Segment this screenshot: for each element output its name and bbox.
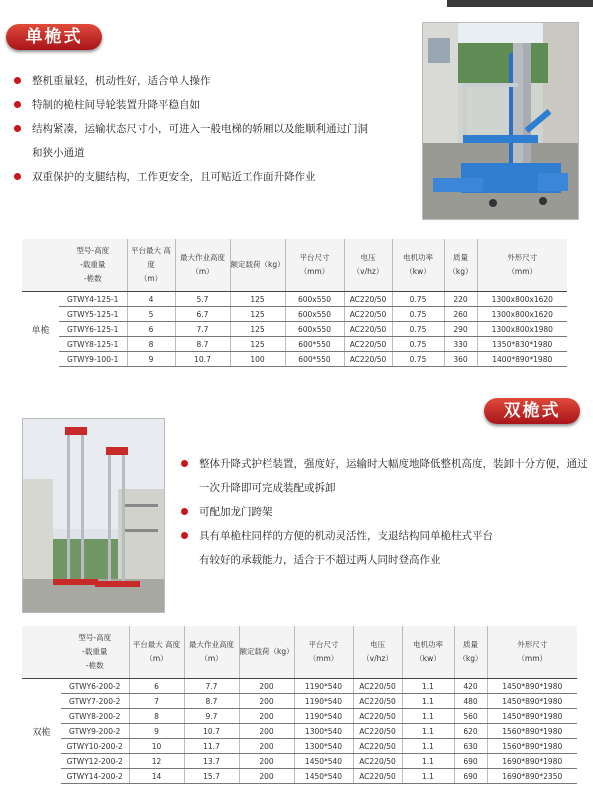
category-cell: 双桅 — [32, 727, 51, 738]
table-cell: 620 — [454, 724, 487, 739]
table-cell: 14 — [129, 769, 184, 784]
table-row — [22, 709, 577, 724]
table-cell: GTWY14-200-2 — [61, 769, 129, 784]
single-mast-lift-photo — [422, 22, 579, 220]
table-cell: 7.7 — [175, 322, 230, 337]
header-cell: 平台最大 高度 （m） — [127, 239, 175, 292]
table-row — [22, 292, 567, 307]
table-cell: 15.7 — [184, 769, 239, 784]
bullet-dot-icon — [14, 173, 21, 180]
bullet-dot-icon — [14, 77, 21, 84]
table-row — [22, 307, 567, 322]
table-cell: GTWY8-125-1 — [59, 337, 127, 352]
header-cell: 外形尺寸 （mm） — [487, 626, 577, 679]
table-cell: 8.7 — [184, 694, 239, 709]
header-cell: 最大作业高度 （m） — [175, 239, 230, 292]
table-cell: AC220/50 — [353, 754, 402, 769]
table-cell: 1300x800x1620 — [477, 292, 567, 307]
table-cell: 0.75 — [392, 337, 444, 352]
table-cell: GTWY10-200-2 — [61, 739, 129, 754]
table-cell: 1560*890*1980 — [487, 739, 577, 754]
table-row — [22, 739, 577, 754]
table-cell: GTWY9-200-2 — [61, 724, 129, 739]
table-cell: 200 — [239, 739, 294, 754]
category-header-cell — [22, 626, 61, 679]
table-cell: 480 — [454, 694, 487, 709]
table-cell: 0.75 — [392, 322, 444, 337]
table-cell: 1.1 — [402, 709, 454, 724]
table-cell: 10.7 — [175, 352, 230, 367]
table-cell: 200 — [239, 709, 294, 724]
table-cell: GTWY5-125-1 — [59, 307, 127, 322]
feature-item — [12, 93, 407, 117]
table-cell: 1690*890*2350 — [487, 769, 577, 784]
feature-item — [179, 452, 589, 500]
table-cell: 9.7 — [184, 709, 239, 724]
table-cell: 1190*540 — [294, 694, 353, 709]
table-cell: 330 — [444, 337, 477, 352]
table-cell: 10.7 — [184, 724, 239, 739]
table-cell: 1300x800x1980 — [477, 322, 567, 337]
table-cell: AC220/50 — [344, 337, 392, 352]
table-cell: 1.1 — [402, 724, 454, 739]
feature-item — [12, 69, 407, 93]
feature-item — [12, 117, 372, 165]
table-cell: 125 — [230, 337, 285, 352]
table-cell: AC220/50 — [353, 709, 402, 724]
bullet-dot-icon — [181, 508, 188, 515]
feature-item — [12, 165, 407, 189]
table-cell: GTWY6-200-2 — [61, 679, 129, 694]
feature-text: 结构紧凑，运输状态尺寸小，可进入一般电梯的轿厢以及能顺利通过门洞和狭小通道 — [32, 123, 368, 159]
table-cell: 600x550 — [285, 292, 344, 307]
header-cell: 质量 （kg） — [444, 239, 477, 292]
table-cell: 10 — [129, 739, 184, 754]
single-mast-feature-list — [12, 69, 407, 189]
header-cell: 型号-高度 -载重量 -桅数 — [61, 626, 129, 679]
table-cell: 1450*890*1980 — [487, 694, 577, 709]
table-cell: 200 — [239, 724, 294, 739]
header-cell: 型号-高度 -载重量 -桅数 — [59, 239, 127, 292]
table-cell: 0.75 — [392, 352, 444, 367]
table-cell: 420 — [454, 679, 487, 694]
table-cell: GTWY7-200-2 — [61, 694, 129, 709]
table-cell: 9 — [127, 352, 175, 367]
table-cell: GTWY9-100-1 — [59, 352, 127, 367]
table-cell: 12 — [129, 754, 184, 769]
table-cell: 8.7 — [175, 337, 230, 352]
table-cell: 630 — [454, 739, 487, 754]
table-cell: 690 — [454, 769, 487, 784]
header-cell: 平台尺寸 （mm） — [294, 626, 353, 679]
table-cell: 6.7 — [175, 307, 230, 322]
table-cell: 1.1 — [402, 694, 454, 709]
table-cell: 200 — [239, 679, 294, 694]
category-header-cell — [22, 239, 59, 292]
header-cell: 额定载荷（kg） — [239, 626, 294, 679]
double-mast-spec-table — [22, 626, 577, 784]
table-cell: 13.7 — [184, 754, 239, 769]
table-row — [22, 337, 567, 352]
table-cell: 1.1 — [402, 754, 454, 769]
double-mast-title-badge: 双桅式 — [484, 398, 580, 424]
table-cell: 1.1 — [402, 739, 454, 754]
table-cell: 6 — [127, 322, 175, 337]
table-cell: AC220/50 — [344, 307, 392, 322]
bullet-dot-icon — [181, 532, 188, 539]
table-cell: AC220/50 — [353, 679, 402, 694]
header-cell: 电机功率（kw） — [402, 626, 454, 679]
table-cell: 0.75 — [392, 292, 444, 307]
table-cell: 600x550 — [285, 307, 344, 322]
table-cell: 4 — [127, 292, 175, 307]
table-cell: GTWY12-200-2 — [61, 754, 129, 769]
feature-item — [179, 524, 499, 572]
table-cell: AC220/50 — [353, 724, 402, 739]
double-mast-feature-list — [179, 452, 589, 572]
table-cell: 0.75 — [392, 307, 444, 322]
table-cell: 7 — [129, 694, 184, 709]
bullet-dot-icon — [181, 460, 188, 467]
table-cell: 1450*890*1980 — [487, 679, 577, 694]
feature-text: 双重保护的支腿结构，工作更安全，且可贴近工作面升降作业 — [32, 171, 316, 183]
table-row — [22, 694, 577, 709]
table-cell: 1350*830*1980 — [477, 337, 567, 352]
header-cell: 电压 （v/hz） — [353, 626, 402, 679]
table-cell: 8 — [129, 709, 184, 724]
feature-item — [179, 500, 589, 524]
table-row — [22, 754, 577, 769]
feature-text: 整机重量轻，机动性好，适合单人操作 — [32, 75, 211, 87]
table-cell: 1300*540 — [294, 739, 353, 754]
table-cell: 1190*540 — [294, 709, 353, 724]
table-cell: 600x550 — [285, 322, 344, 337]
table-cell: 5 — [127, 307, 175, 322]
bullet-dot-icon — [14, 101, 21, 108]
table-cell: 360 — [444, 352, 477, 367]
table-cell: 200 — [239, 769, 294, 784]
table-cell: 560 — [454, 709, 487, 724]
table-cell: 5.7 — [175, 292, 230, 307]
table-cell: AC220/50 — [344, 292, 392, 307]
table-row — [22, 352, 567, 367]
table-cell: 600*550 — [285, 337, 344, 352]
table-header-row — [22, 626, 577, 679]
table-cell: 290 — [444, 322, 477, 337]
feature-text: 可配加龙门跨架 — [199, 506, 273, 518]
table-cell: 1400*890*1980 — [477, 352, 567, 367]
double-mast-lift-photo — [22, 418, 165, 613]
feature-text: 特制的桅柱间导轮装置升降平稳自如 — [32, 99, 200, 111]
table-cell: 6 — [129, 679, 184, 694]
table-cell: 600*550 — [285, 352, 344, 367]
header-cell: 外形尺寸 （mm） — [477, 239, 567, 292]
table-cell: 690 — [454, 754, 487, 769]
header-cell: 电压 （v/hz） — [344, 239, 392, 292]
table-cell: AC220/50 — [353, 694, 402, 709]
table-row — [22, 322, 567, 337]
table-cell: 1690*890*1980 — [487, 754, 577, 769]
table-cell: 9 — [129, 724, 184, 739]
table-cell: GTWY6-125-1 — [59, 322, 127, 337]
bullet-dot-icon — [14, 125, 21, 132]
table-cell: 7.7 — [184, 679, 239, 694]
table-cell: 1450*890*1980 — [487, 709, 577, 724]
single-mast-title-badge: 单桅式 — [6, 24, 102, 50]
table-cell: GTWY8-200-2 — [61, 709, 129, 724]
table-cell: 1.1 — [402, 769, 454, 784]
table-cell: 220 — [444, 292, 477, 307]
table-cell: 1.1 — [402, 679, 454, 694]
table-cell: 200 — [239, 754, 294, 769]
table-cell: 200 — [239, 694, 294, 709]
header-cell: 额定载荷（kg） — [230, 239, 285, 292]
table-cell: 100 — [230, 352, 285, 367]
table-cell: 1300*540 — [294, 724, 353, 739]
table-cell: 1190*540 — [294, 679, 353, 694]
table-cell: 1560*890*1980 — [487, 724, 577, 739]
table-cell: AC220/50 — [344, 352, 392, 367]
top-dark-bar — [447, 0, 593, 7]
table-cell: AC220/50 — [344, 322, 392, 337]
table-cell: 8 — [127, 337, 175, 352]
table-header-row — [22, 239, 567, 292]
table-cell: GTWY4-125-1 — [59, 292, 127, 307]
feature-text: 整体升降式护栏装置，强度好，运输时大幅度地降低整机高度，装卸十分方便，通过一次升降即可完成装配或拆卸 — [199, 458, 588, 494]
header-cell: 质量 （kg） — [454, 626, 487, 679]
header-cell: 平台尺寸 （mm） — [285, 239, 344, 292]
table-row — [22, 724, 577, 739]
table-cell: 11.7 — [184, 739, 239, 754]
table-cell: 260 — [444, 307, 477, 322]
table-row — [22, 679, 577, 694]
table-cell: 1450*540 — [294, 754, 353, 769]
feature-text: 具有单桅柱同样的方便的机动灵活性，支退结构同单桅柱式平台有较好的承载能力，适合于不超过两人同时登高作业 — [199, 530, 493, 566]
header-cell: 平台最大 高度 （m） — [129, 626, 184, 679]
single-mast-spec-table — [22, 239, 567, 367]
header-cell: 最大作业高度 （m） — [184, 626, 239, 679]
table-cell: 125 — [230, 322, 285, 337]
table-cell: 1450*540 — [294, 769, 353, 784]
category-cell: 单桅 — [31, 325, 50, 336]
table-row — [22, 769, 577, 784]
table-cell: 125 — [230, 292, 285, 307]
table-cell: AC220/50 — [353, 739, 402, 754]
table-cell: 125 — [230, 307, 285, 322]
header-cell: 电机功率（kw） — [392, 239, 444, 292]
table-cell: 1300x800x1620 — [477, 307, 567, 322]
table-cell: AC220/50 — [353, 769, 402, 784]
